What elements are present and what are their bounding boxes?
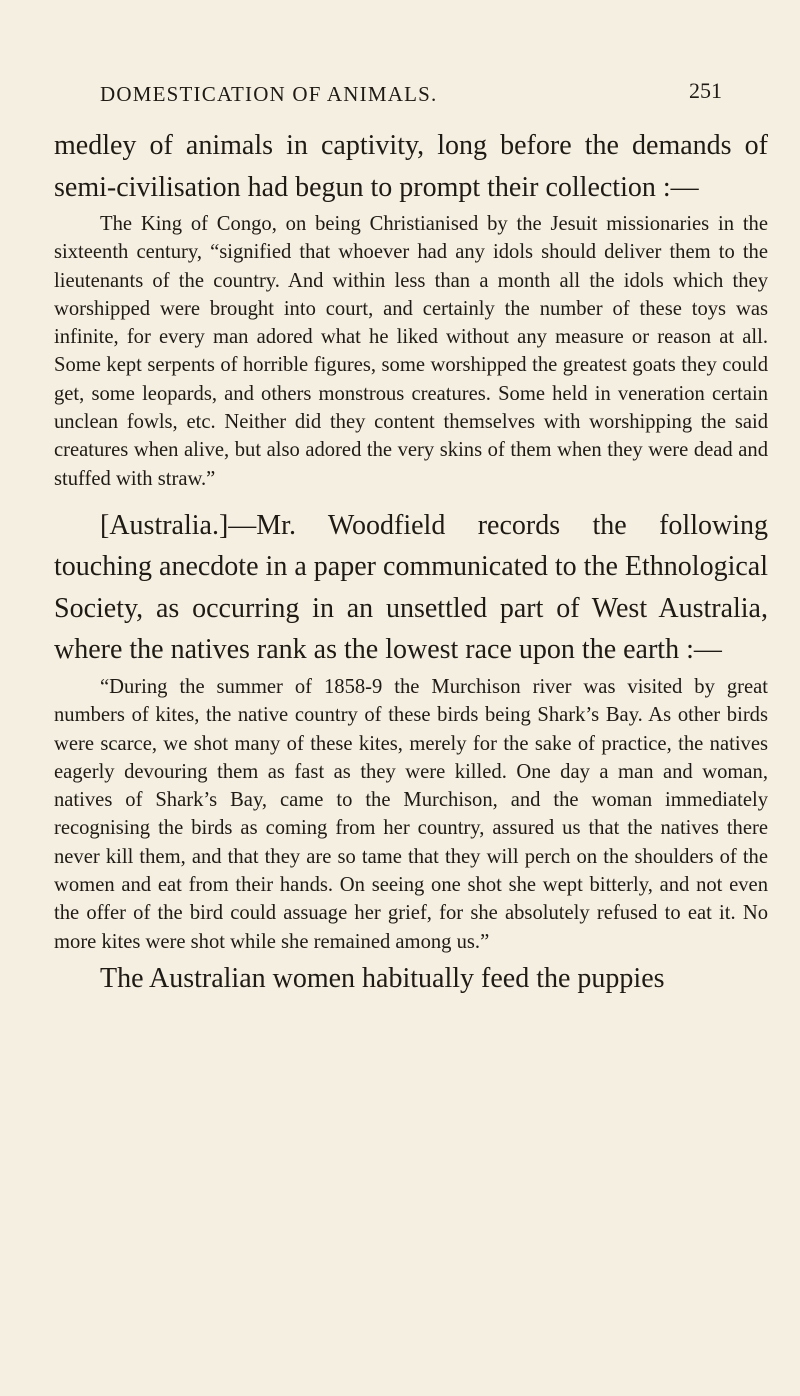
- paragraph-intro: medley of animals in captivity, long before the demands of semi-civilisation had begun to prompt their collection :—: [54, 130, 768, 203]
- paragraph-congo-quote: The King of Congo, on being Christianised by the Jesuit missionaries in the sixteenth century, “signified that whoever had any idols should deliver them to the lieutenants of the country. And within less than a month all the idols which they worshipped were brought into court, and certainly the number of these toys was infinite, for every man adored what he liked without any measure or reason at all. Some kept serpents of horrible figures, some worshipped the greatest goats they could get, some leopards, and others monstrous creatures. Some held in veneration certain unclean fowls, etc. Neither did they content themselves with worshipping the said creatures when alive, but also adored the very skins of them when they were dead and stuffed with straw.”: [54, 213, 768, 490]
- paragraph-murchison-quote: “During the summer of 1858-9 the Murchison river was visited by great numbers of kites, the native country of these birds being Shark’s Bay. As other birds were scarce, we shot many of these kites, merely for the sake of practice, the natives eagerly devouring them as fast as they were killed. One day a man and woman, natives of Shark’s Bay, came to the Murchison, and the woman immediately recognising the birds as coming from her country, assured us that the natives there never kill them, and that they are so tame that they will perch on the shoulders of the women and eat from their hands. On seeing one shot she wept bitterly, and not even the offer of the bird could assuage her grief, for she absolutely refused to eat it. No more kites were shot while she remained among us.”: [54, 675, 768, 953]
- page-number: 251: [689, 78, 722, 103]
- paragraph-australia: [Australia.]—Mr. Woodfield records the following touching anecdote in a paper communicated to the Ethnological Society, as occurring in an unsettled part of West Australia, where the natives rank as the lowest race upon the earth :—: [54, 509, 768, 666]
- paragraph-puppies: The Australian women habitually feed the puppies: [100, 962, 665, 994]
- page-body: [54, 125, 768, 999]
- running-title: DOMESTICATION OF ANIMALS.: [100, 82, 438, 106]
- running-head: [100, 78, 722, 110]
